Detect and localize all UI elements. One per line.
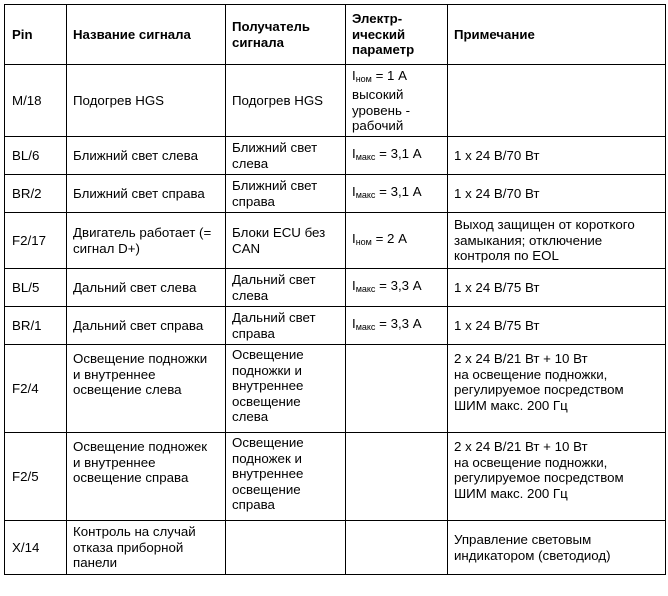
signal-table bbox=[4, 4, 666, 575]
table-row bbox=[5, 65, 666, 137]
cell-electrical-parameter bbox=[346, 137, 448, 175]
param-subscript: ном bbox=[355, 73, 372, 84]
cell-pin: F2/5 bbox=[5, 433, 67, 521]
param-subscript: макс bbox=[355, 283, 376, 294]
header-receiver: Получатель сигнала bbox=[226, 5, 346, 65]
cell-receiver: Ближний свет справа bbox=[226, 175, 346, 213]
cell-pin: BL/6 bbox=[5, 137, 67, 175]
cell-note: 1 x 24 B/75 Вт bbox=[448, 307, 666, 345]
cell-signal-name: Ближний свет справа bbox=[67, 175, 226, 213]
cell-signal-name: Дальний свет слева bbox=[67, 269, 226, 307]
cell-signal-name: Подогрев HGS bbox=[67, 65, 226, 137]
cell-note bbox=[448, 65, 666, 137]
cell-signal-name: Дальний свет справа bbox=[67, 307, 226, 345]
param-symbol: I bbox=[352, 145, 356, 161]
cell-receiver: Блоки ECU без CAN bbox=[226, 213, 346, 269]
cell-electrical-parameter bbox=[346, 345, 448, 433]
header-note: Примечание bbox=[448, 5, 666, 65]
cell-note: Выход защищен от короткого замыкания; отключение контроля по EOL bbox=[448, 213, 666, 269]
cell-electrical-parameter bbox=[346, 213, 448, 269]
table-row bbox=[5, 521, 666, 575]
cell-pin: X/14 bbox=[5, 521, 67, 575]
cell-note: Управление световым индикатором (светодиод) bbox=[448, 521, 666, 575]
param-value: = 3,3 A bbox=[375, 315, 422, 331]
cell-receiver: Освещение подножек и внутреннее освещение справа bbox=[226, 433, 346, 521]
cell-pin: F2/4 bbox=[5, 345, 67, 433]
table-row bbox=[5, 213, 666, 269]
param-symbol: I bbox=[352, 230, 356, 246]
cell-electrical-parameter bbox=[346, 269, 448, 307]
cell-signal-name: Двигатель работает (= сигнал D+) bbox=[67, 213, 226, 269]
param-subscript: макс bbox=[355, 321, 376, 332]
cell-note: 1 x 24 B/70 Вт bbox=[448, 137, 666, 175]
cell-electrical-parameter bbox=[346, 65, 448, 137]
cell-receiver: Дальний свет слева bbox=[226, 269, 346, 307]
cell-note: 2 x 24 B/21 Вт + 10 Вт на освещение подножки, регулируемое посредством ШИМ макс. 200 Гц bbox=[448, 345, 666, 433]
param-symbol: I bbox=[352, 67, 356, 83]
param-symbol: I bbox=[352, 183, 356, 199]
cell-note: 1 x 24 B/75 Вт bbox=[448, 269, 666, 307]
param-subscript: макс bbox=[355, 151, 376, 162]
cell-signal-name: Контроль на случай отказа приборной панели bbox=[67, 521, 226, 575]
table-row bbox=[5, 269, 666, 307]
cell-pin: BR/2 bbox=[5, 175, 67, 213]
table-row bbox=[5, 307, 666, 345]
table-row bbox=[5, 433, 666, 521]
table-row bbox=[5, 345, 666, 433]
cell-electrical-parameter bbox=[346, 521, 448, 575]
cell-electrical-parameter bbox=[346, 433, 448, 521]
table-row bbox=[5, 137, 666, 175]
cell-pin: BR/1 bbox=[5, 307, 67, 345]
cell-signal-name: Освещение подножек и внутреннее освещение справа bbox=[67, 433, 226, 521]
cell-electrical-parameter bbox=[346, 307, 448, 345]
param-value: = 3,3 A bbox=[375, 277, 422, 293]
param-value: = 2 A bbox=[371, 230, 407, 246]
cell-signal-name: Ближний свет слева bbox=[67, 137, 226, 175]
cell-pin: M/18 bbox=[5, 65, 67, 137]
cell-pin: BL/5 bbox=[5, 269, 67, 307]
param-value: = 3,1 A bbox=[375, 145, 422, 161]
cell-receiver bbox=[226, 521, 346, 575]
signal-table-container bbox=[4, 4, 665, 575]
cell-receiver: Подогрев HGS bbox=[226, 65, 346, 137]
header-pin: Pin bbox=[5, 5, 67, 65]
header-electrical-parameter: Электр- ический параметр bbox=[346, 5, 448, 65]
cell-note: 2 x 24 B/21 Вт + 10 Вт на освещение подножки, регулируемое посредством ШИМ макс. 200 Гц bbox=[448, 433, 666, 521]
param-subscript: ном bbox=[355, 236, 372, 247]
header-signal-name: Название сигнала bbox=[67, 5, 226, 65]
param-value: = 1 A высокий уровень - рабочий bbox=[352, 67, 410, 133]
param-symbol: I bbox=[352, 315, 356, 331]
param-symbol: I bbox=[352, 277, 356, 293]
cell-receiver: Дальний свет справа bbox=[226, 307, 346, 345]
param-value: = 3,1 A bbox=[375, 183, 422, 199]
table-row bbox=[5, 175, 666, 213]
cell-electrical-parameter bbox=[346, 175, 448, 213]
cell-receiver: Ближний свет слева bbox=[226, 137, 346, 175]
cell-pin: F2/17 bbox=[5, 213, 67, 269]
param-subscript: макс bbox=[355, 189, 376, 200]
table-header-row bbox=[5, 5, 666, 65]
cell-signal-name: Освещение подножки и внутреннее освещение слева bbox=[67, 345, 226, 433]
cell-note: 1 x 24 B/70 Вт bbox=[448, 175, 666, 213]
cell-receiver: Освещение подножки и внутреннее освещение слева bbox=[226, 345, 346, 433]
